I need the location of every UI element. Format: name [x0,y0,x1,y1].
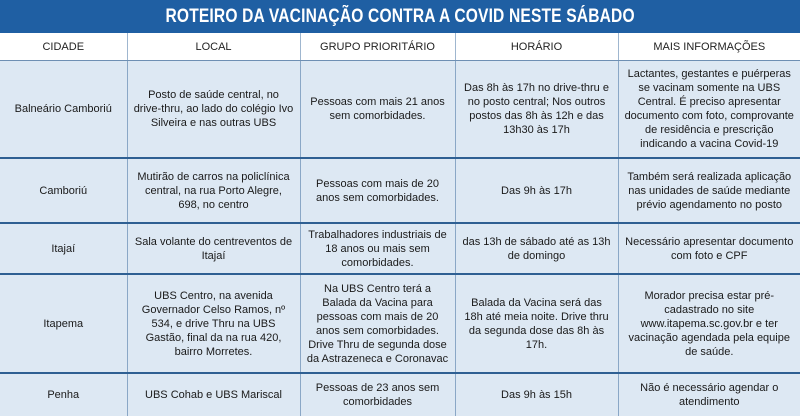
cell-local: Posto de saúde central, no drive-thru, ao lado do colégio Ivo Silveira e nas outras UBS [127,61,300,159]
cell-grupo: Pessoas com mais 21 anos sem comorbidades. [300,61,455,159]
cell-cidade: Camboriú [0,158,127,223]
cell-cidade: Itajaí [0,223,127,274]
cell-horario: Das 9h às 17h [455,158,618,223]
table-row [0,61,800,159]
header-cidade: CIDADE [0,33,127,61]
header-row [0,33,800,61]
cell-info: Também será realizada aplicação nas unidades de saúde mediante prévio agendamento no posto [618,158,800,223]
cell-horario: das 13h de sábado até as 13h de domingo [455,223,618,274]
cell-horario: Balada da Vacina será das 18h até meia noite. Drive thru da segunda dose das 8h às 17h. [455,274,618,373]
header-horario: HORÁRIO [455,33,618,61]
table-row [0,274,800,373]
cell-local: Mutirão de carros na policlínica central, na rua Porto Alegre, 698, no centro [127,158,300,223]
cell-cidade: Balneário Camboriú [0,61,127,159]
cell-info: Não é necessário agendar o atendimento [618,373,800,416]
schedule-table [0,33,800,416]
header-local: LOCAL [127,33,300,61]
table-row [0,158,800,223]
cell-grupo: Pessoas com mais de 20 anos sem comorbidades. [300,158,455,223]
title-bar [0,0,800,33]
cell-horario: Das 9h às 15h [455,373,618,416]
cell-local: UBS Centro, na avenida Governador Celso Ramos, nº 534, e drive Thru na UBS Gastão, final da na rua 420, bairro Morretes. [127,274,300,373]
cell-info: Necessário apresentar documento com foto e CPF [618,223,800,274]
table-row [0,373,800,416]
cell-grupo: Na UBS Centro terá a Balada da Vacina para pessoas com mais de 20 anos sem comorbidades. Drive Thru de segunda dose da Astrazeneca e Coronavac [300,274,455,373]
cell-info: Morador precisa estar pré-cadastrado no site www.itapema.sc.gov.br e ter vacinação agendada pela equipe de saúde. [618,274,800,373]
page-title: ROTEIRO DA VACINAÇÃO CONTRA A COVID NESTE SÁBADO [165,5,635,27]
header-mais-informacoes: MAIS INFORMAÇÕES [618,33,800,61]
table-row [0,223,800,274]
header-grupo-prioritario: GRUPO PRIORITÁRIO [300,33,455,61]
cell-cidade: Penha [0,373,127,416]
cell-local: UBS Cohab e UBS Mariscal [127,373,300,416]
cell-cidade: Itapema [0,274,127,373]
cell-horario: Das 8h às 17h no drive-thru e no posto central; Nos outros postos das 8h às 12h e das 13h30 às 17h [455,61,618,159]
cell-grupo: Trabalhadores industriais de 18 anos ou mais sem comorbidades. [300,223,455,274]
cell-info: Lactantes, gestantes e puérperas se vacinam somente na UBS Central. É preciso apresentar documento com foto, comprovante de residência e prescrição indicando a vacina Covid-19 [618,61,800,159]
cell-local: Sala volante do centreventos de Itajaí [127,223,300,274]
cell-grupo: Pessoas de 23 anos sem comorbidades [300,373,455,416]
